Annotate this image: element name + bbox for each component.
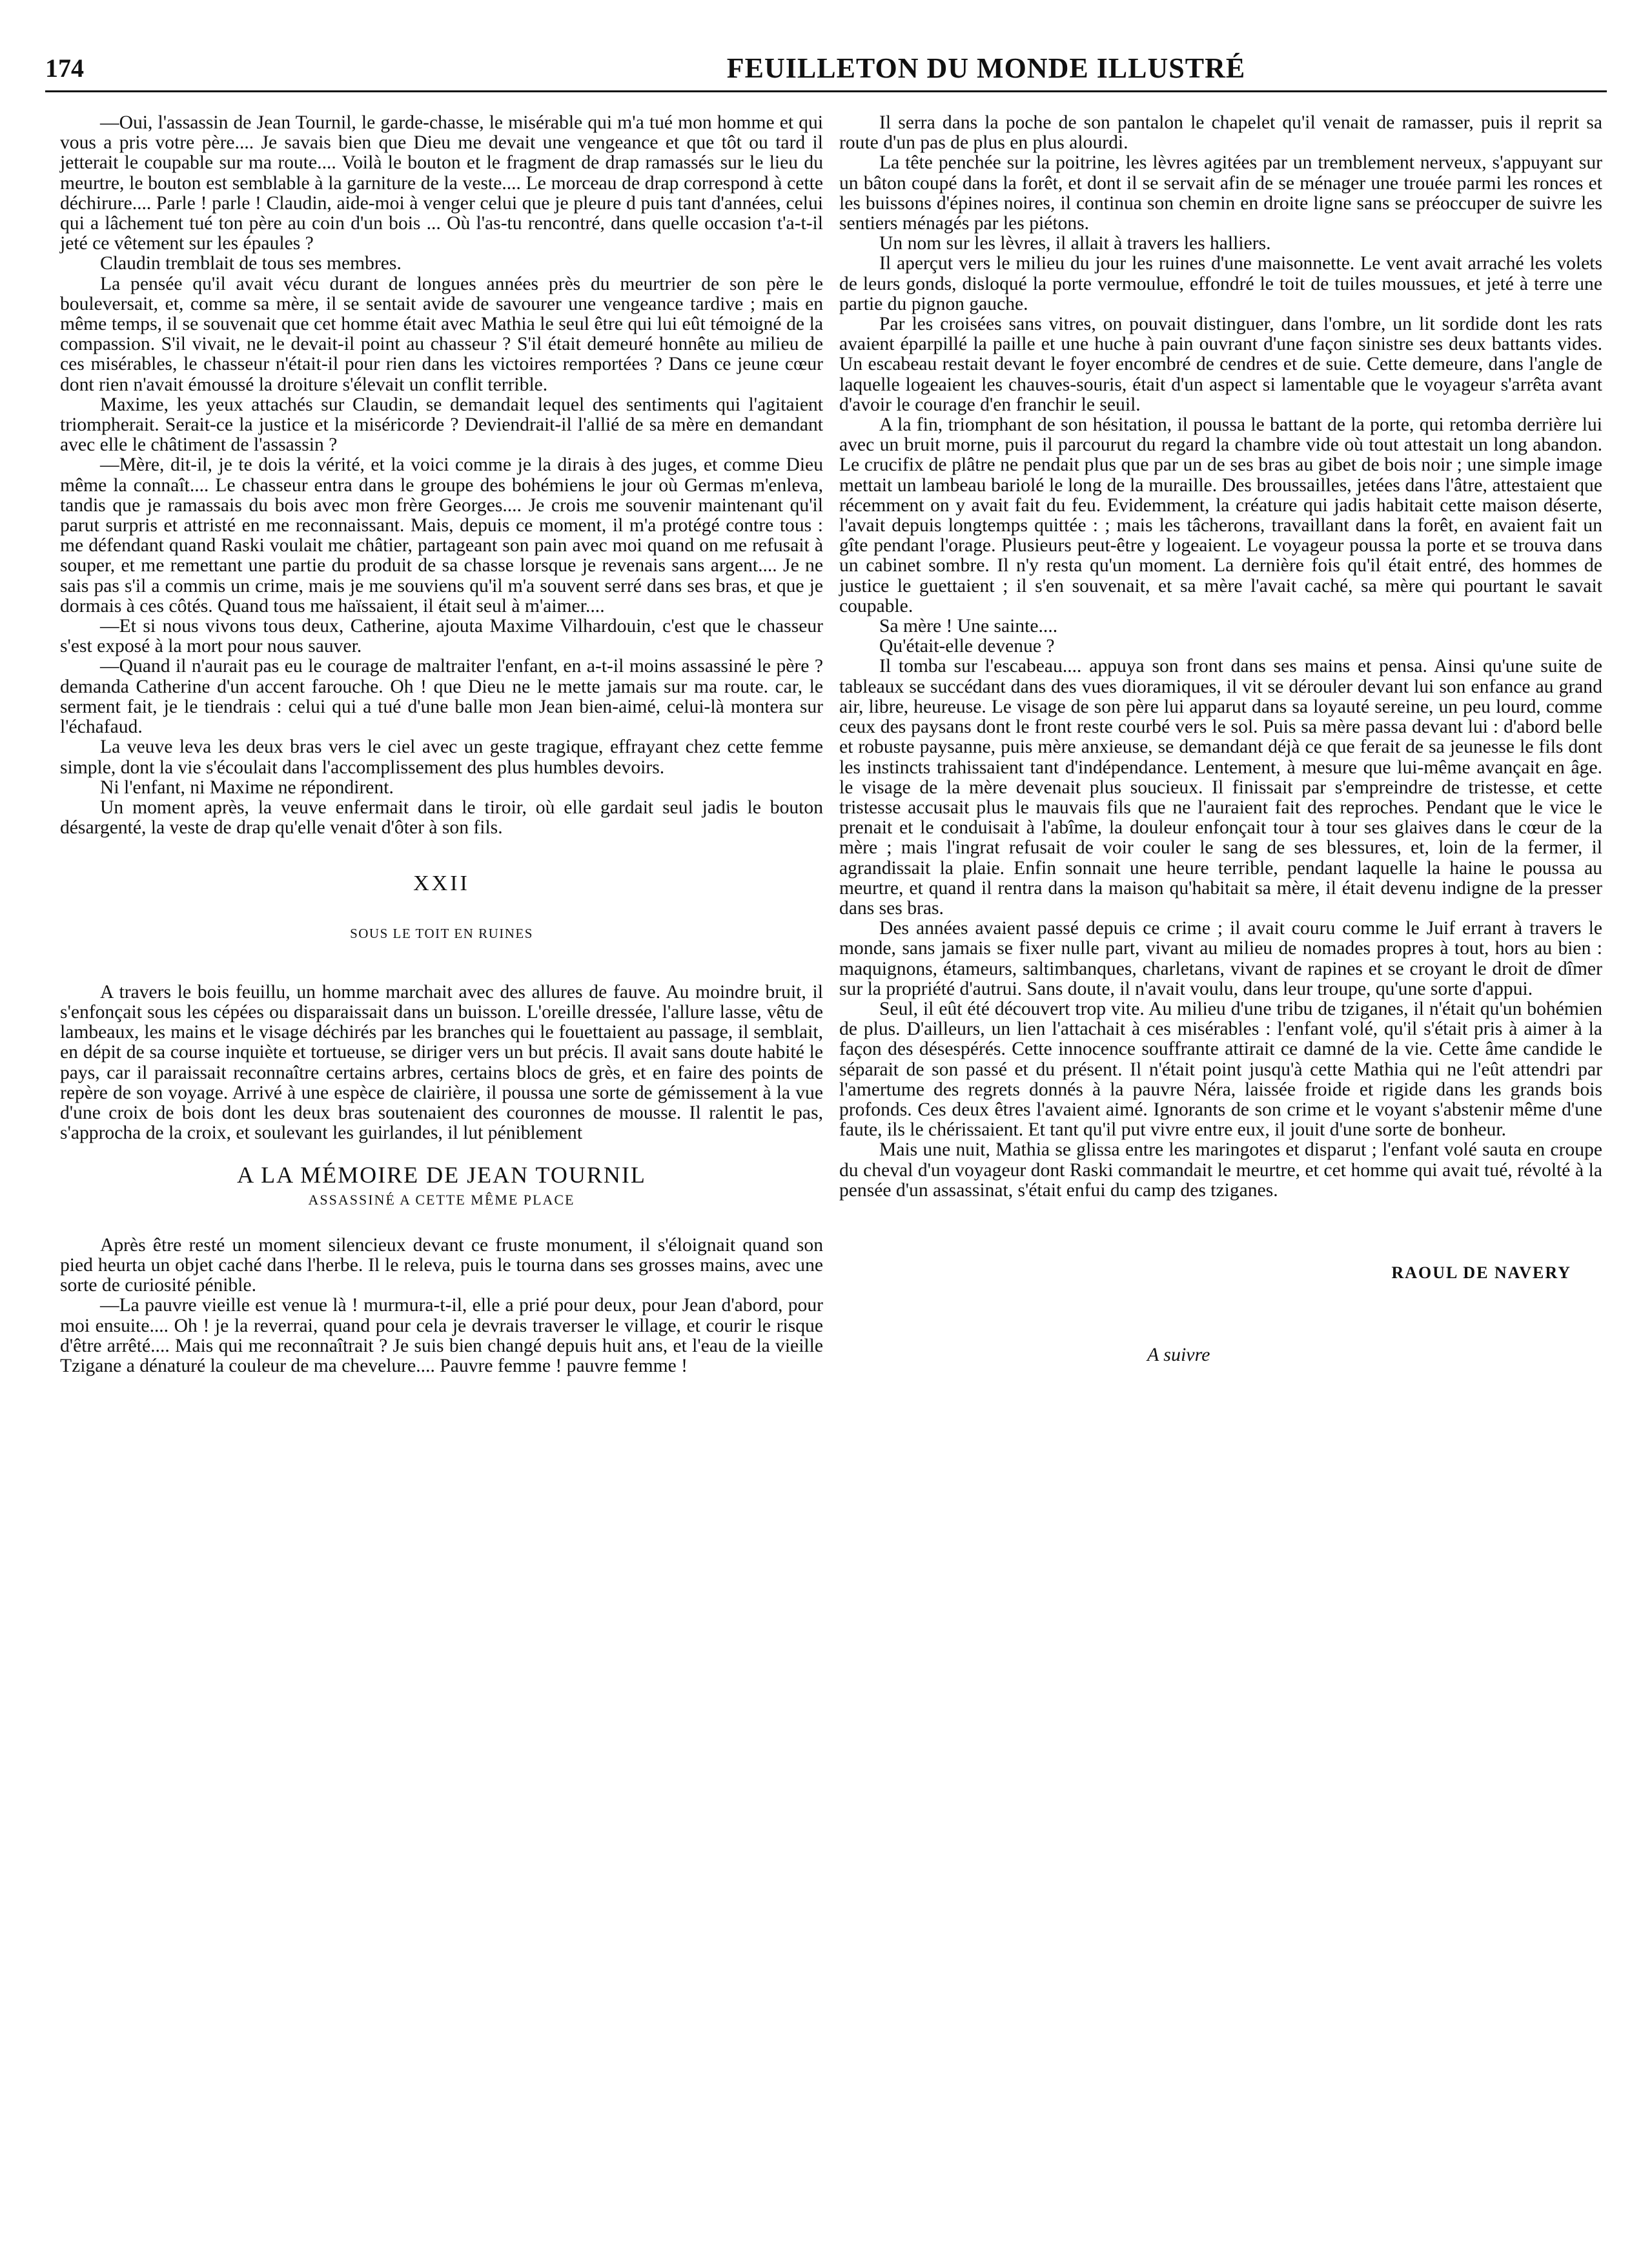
paragraph: Qu'était-elle devenue ?	[879, 636, 1055, 657]
author-signature: RAOUL DE NAVERY	[1391, 1263, 1571, 1282]
paragraph: La pensée qu'il avait vécu durant de longues années près du meurtrier de son père le bouleversait, et, comme sa mère, il se sentait avide de savourer une vengeance tardive ; mais en même temps, il se souvenait que cet homme était avec Mathia le seul être qui lui eût témoigné de la compassion. S'il vivait, ne le devait-il point au chasseur ? S'il était demeuré honnête au milieu de ces misérables, le chasseur n'était-il pour rien dans les victoires remportées ? Dans ce jeune cœur dont rien n'avait émoussé la droiture s'élevait un conflit terrible.	[60, 273, 823, 395]
paragraph: —Quand il n'aurait pas eu le courage de maltraiter l'enfant, en a-t-il moins assassiné le père ? demanda Catherine d'un accent farouche. Oh ! que Dieu ne le mette jamais sur ma route. car, le serment fait, je le tiendrais : celui qui a tué d'une balle mon Jean bien-aimé, celui-là montera sur l'échafaud.	[60, 656, 823, 738]
cross-inscription-subtitle: ASSASSINÉ A CETTE MÊME PLACE	[308, 1191, 575, 1208]
paragraph: Par les croisées sans vitres, on pouvait distinguer, dans l'ombre, un lit sordide dont les rats avaient éparpillé la paille et une huche à pain ouvrant d'une façon sinistre ses deux battants vides. Un escabeau restait devant le foyer encombré de cendres et de suie. Cette demeure, dans l'angle de laquelle logeaient les chauves-souris, était d'un aspect si lamentable que le voyageur s'arrêta avant d'avoir le courage d'en franchir le seuil.	[839, 314, 1602, 415]
paragraph: Un nom sur les lèvres, il allait à travers les halliers.	[879, 233, 1271, 254]
paragraph: Des années avaient passé depuis ce crime ; il avait couru comme le Juif errant à travers le monde, sans jamais se fixer nulle part, vivant au milieu de nomades propres à tout, hors au bien : maquignons, étameurs, saltimbanques, charletans, vivant de rapines et se croyant le droit de dîmer sur la propriété d'autrui. Sans doute, il n'avait voulu, dans leur troupe, qu'une sorte d'appui.	[839, 918, 1602, 999]
paragraph: La tête penchée sur la poitrine, les lèvres agitées par un tremblement nerveux, s'appuyant sur un bâton coupé dans la forêt, et dont il se servait afin de se ménager une trouée parmi les ronces et les buissons d'épines noires, il continua son chemin en droite ligne sans se préoccuper de suivre les sentiers ménagés par les piétons.	[839, 152, 1602, 234]
paragraph: —Mère, dit-il, je te dois la vérité, et la voici comme je la dirais à des juges, et comme Dieu même la connaît.... Le chasseur entra dans le groupe des bohémiens le jour où Germas m'enleva, tandis que je ramassais du bois avec mon frère Georges.... Je crois me souvenir maintenant qu'il parut surpris et attristé en me reconnaissant. Mais, depuis ce moment, il m'a protégé contre tous : me défendant quand Raski voulait me châtier, partageant son pain avec moi quand on me refusait à souper, et me remettant une partie du produit de sa chasse lorsque je revenais sans argent.... Je ne sais pas s'il a commis un crime, mais je me souviens qu'il m'a souvent serré dans ses bras, et que je dormais à ces côtés. Quand tous me haïssaient, il était seul à m'aimer....	[60, 454, 823, 616]
header-rule	[45, 90, 1607, 92]
paragraph: Après être resté un moment silencieux devant ce fruste monument, il s'éloignait quand son pied heurta un objet caché dans l'herbe. Il le releva, puis le tourna dans ses grosses mains, avec une sorte de curiosité pénible.	[60, 1234, 823, 1296]
paragraph: Seul, il eût été découvert trop vite. Au milieu d'une tribu de tziganes, il n'était qu'un bohémien de plus. D'ailleurs, un lien l'attachait à ces misérables : l'enfant volé, qu'il s'était pris à aimer à la façon des désespérés. Cette innocence souffrante attirait ce damné de la vie. Cette âme candide le séparait de son passé et du présent. Il n'était point jusqu'à cette Mathia qui ne l'eût attendri par l'amertume des regrets donnés à la pauvre Néra, laissée froide et rigide dans les grands bois profonds. Ces deux êtres l'avaient aimé. Ignorants de son crime et le voyant s'abstenir même d'une faute, ils le chérissaient. Et tant qu'il put vivre entre eux, il jouit d'une sorte de bonheur.	[839, 998, 1602, 1141]
left-paragraphs-b	[60, 982, 823, 1144]
paragraph: Claudin tremblait de tous ses membres.	[100, 253, 402, 274]
chapter-title: SOUS LE TOIT EN RUINES	[350, 925, 533, 941]
paragraph: —Et si nous vivons tous deux, Catherine, ajouta Maxime Vilhardouin, c'est que le chasseur s'est exposé à la mort pour nous sauver.	[60, 616, 823, 657]
paragraph: A travers le bois feuillu, un homme marchait avec des allures de fauve. Au moindre bruit, il s'enfonçait sous les cépées ou disparaissait dans un buisson. L'oreille dressée, l'allure lasse, vêtu de lambeaux, les mains et le visage déchirés par les branches qui le fouettaient au passage, il semblait, en dépit de sa course inquiète et tortueuse, se diriger vers un but précis. Il avait sans doute habité le pays, car il paraissait reconnaître certains arbres, certains blocs de grès, et en faire des points de repère de son voyage. Arrivé à une espèce de clairière, il poussa une sorte de gémissement à la vue d'une croix de bois dont les deux bras soutenaient des couronnes de mousse. Il ralentit le pas, s'approcha de la croix, et soulevant les guirlandes, il lut péniblement	[60, 981, 823, 1144]
paragraph: Mais une nuit, Mathia se glissa entre les maringotes et disparut ; l'enfant volé sauta en croupe du cheval d'un voyageur dont Raski commandait le meurtre, et cet homme qui avait tué, révolté à la pensée d'un assassinat, s'était enfui du camp des tziganes.	[839, 1139, 1602, 1201]
paragraph: Maxime, les yeux attachés sur Claudin, se demandait lequel des sentiments qui l'agitaient triompherait. Serait-ce la justice et la miséricorde ? Deviendrait-il l'allié de sa mère en demandant avec elle le châtiment de l'assassin ?	[60, 394, 823, 456]
paragraph: Il serra dans la poche de son pantalon le chapelet qu'il venait de ramasser, puis il reprit sa route d'un pas de plus en plus alourdi.	[839, 112, 1602, 154]
paragraph: Il tomba sur l'escabeau.... appuya son front dans ses mains et pensa. Ainsi qu'une suite de tableaux se succédant dans des vues dioramiques, il vit se dérouler devant lui son enfance au grand air, libre, heureuse. Le visage de son père lui apparut dans sa loyauté sereine, un peu lourd, comme ceux des paysans dont le front reste courbé vers le sol. Puis sa mère passa devant lui : d'abord belle et robuste paysanne, puis mère anxieuse, se demandant déjà ce que ferait de sa jeunesse le fils dont les instincts trahissaient tant d'indépendance. Lentement, à mesure que lui-même avançait en âge. le visage de la mère devenait plus soucieux. Il finissait par s'empreindre de tristesse, et cette tristesse accusait plus le mauvais fils que ne l'auraient fait des reproches. Pendant que le vice le prenait et le conduisait à l'abîme, la douleur enfonçait tour à tour ses glaives dans le cœur de la mère ; mais l'ingrat refusait de voir couler le sang de ses blessures, et, loin de la fermer, il agrandissait la plaie. Enfin sonnait une heure terrible, pendant laquelle la haine le poussa au meurtre, et quand il rentra dans la maison qu'habitait sa mère, il était devenu indigne de la presser dans ses bras.	[839, 656, 1602, 919]
page-header	[0, 0, 1652, 107]
left-paragraphs-c	[60, 1236, 823, 1376]
paragraph: La veuve leva les deux bras vers le ciel avec un geste tragique, effrayant chez cette femme simple, dont la vie s'écoulait dans l'accomplissement des plus humbles devoirs.	[60, 737, 823, 778]
paragraph: —La pauvre vieille est venue là ! murmura-t-il, elle a prié pour deux, pour Jean d'abord, pour moi ensuite.... Oh ! je la reverrai, quand pour cela je devrais traverser le village, et courir le risque d'être arrêté.... Mais qui me reconnaîtrait ? Je suis bien changé depuis huit ans, et l'eau de la vieille Tzigane a dénaturé la couleur de ma chevelure.... Pauvre femme ! pauvre femme !	[60, 1295, 823, 1376]
left-paragraphs-a	[60, 113, 823, 838]
left-column	[60, 113, 823, 1376]
paragraph: Un moment après, la veuve enfermait dans le tiroir, où elle gardait seul jadis le bouton désargenté, la veste de drap qu'elle venait d'ôter à son fils.	[60, 797, 823, 839]
paragraph: —Oui, l'assassin de Jean Tournil, le garde-chasse, le misérable qui m'a tué mon homme et qui vous a pris votre père.... Je savais bien que Dieu me devait une vengeance et que tôt ou tard il jetterait le coupable sur ma route.... Voilà le bouton et le fragment de drap ramassés sur le lieu du meurtre, le bouton est semblable à la garniture de la veste.... Le morceau de drap correspond à cette déchirure.... Parle ! parle ! Claudin, aide-moi à venger celui que je pleure d puis tant d'années, celui qui a lâchement tué ton père au coin d'un bois ... Où l'as-tu rencontré, dans quelle occasion t'a-t-il jeté ce vêtement sur les épaules ?	[60, 112, 823, 254]
to-be-continued: A suivre	[1147, 1344, 1210, 1366]
paragraph: Il aperçut vers le milieu du jour les ruines d'une maisonnette. Le vent avait arraché les volets de leurs gonds, disloqué la porte vermoulue, effondré le toit de tuiles moussues, et jeté à terre une partie du pignon gauche.	[839, 253, 1602, 314]
paragraph: Sa mère ! Une sainte....	[879, 616, 1058, 637]
paragraph: A la fin, triomphant de son hésitation, il poussa le battant de la porte, qui retomba derrière lui avec un bruit morne, puis il parcourut du regard la chambre vide où tout attestait un long abandon. Le crucifix de plâtre ne pendait plus que par un de ses bras au gibet de bois noir ; une simple image mettait un lambeau bariolé le long de la muraille. Des broussailles, jetées dans l'âtre, attestaient que récemment on y avait fait du feu. Evidemment, la créature qui jadis habitait cette maison déserte, l'avait depuis longtemps quittée : ; mais les tâcherons, travaillant dans la forêt, en avaient fait un gîte pendant l'orage. Plusieurs peut-être y logeaient. Le voyageur poussa la porte et se trouva dans un cabinet sombre. Il n'y resta qu'un moment. La dernière fois qu'il était entré, des hommes de justice le guettaient ; il s'en souvenait, et sa mère l'avait caché, sa mère qui pourtant le savait coupable.	[839, 414, 1602, 616]
cross-inscription: A LA MÉMOIRE DE JEAN TOURNIL	[237, 1162, 646, 1188]
page-number: 174	[45, 54, 84, 83]
running-title: FEUILLETON DU MONDE ILLUSTRÉ	[726, 52, 1246, 84]
chapter-number: XXII	[413, 871, 470, 896]
right-column	[839, 113, 1602, 1365]
paragraph: Ni l'enfant, ni Maxime ne répondirent.	[100, 777, 394, 798]
